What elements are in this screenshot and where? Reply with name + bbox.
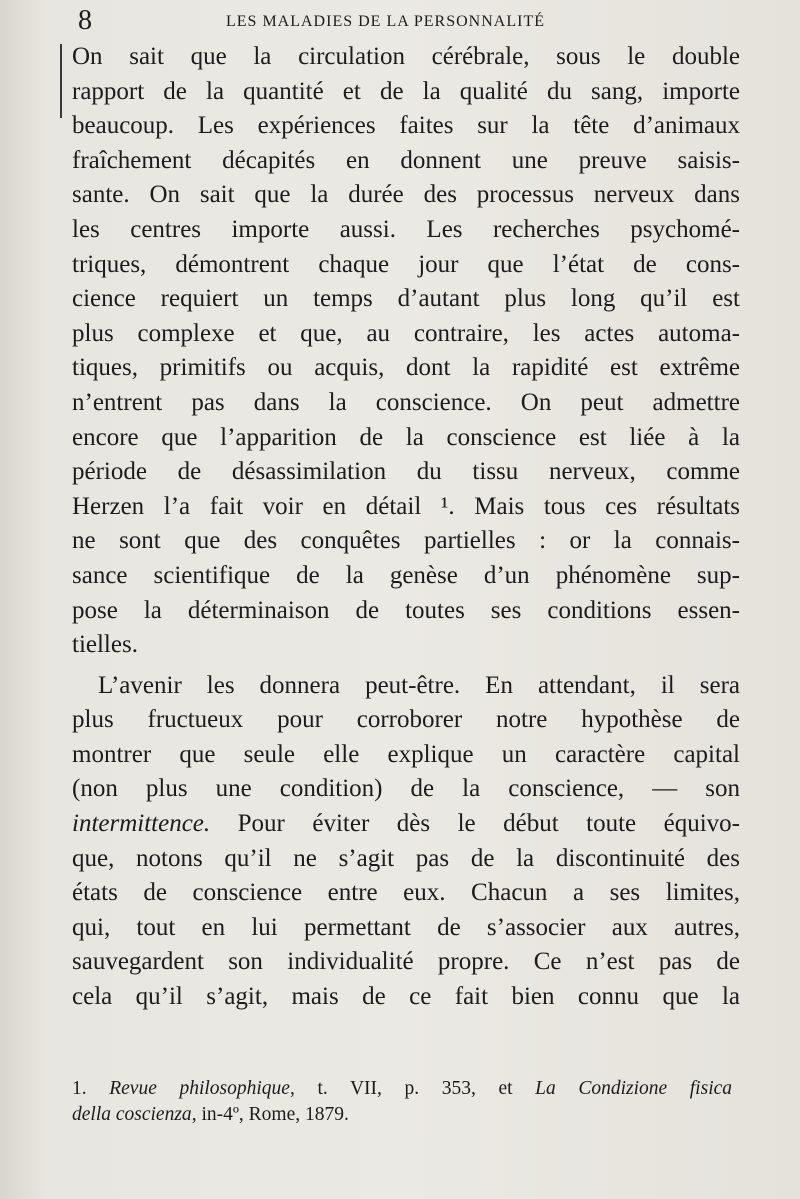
text-line: ne sont que des conquêtes partielles : or la connais- <box>72 527 740 555</box>
text-line: tielles. <box>72 631 138 659</box>
footnote-work-title-cont: della coscienza <box>72 1104 192 1125</box>
text-line: fraîchement décapités en donnent une preuve saisis- <box>72 146 740 174</box>
text-line: sance scientifique de la genèse d’un phénomène sup- <box>72 561 740 589</box>
footnote-reference: , t. VII, p. 353, et <box>289 1078 536 1099</box>
footnote-details: , in-4º, Rome, 1879. <box>191 1104 349 1125</box>
text-line: n’entrent pas dans la conscience. On peut admettre <box>72 388 740 416</box>
footnote <box>72 1076 732 1128</box>
text-line: que, notons qu’il ne s’agit pas de la discontinuité des <box>72 844 740 872</box>
emphasized-word: intermittence. <box>72 810 211 838</box>
text-line: tiques, primitifs ou acquis, dont la rapidité est extrême <box>72 354 740 382</box>
text-line: les centres importe aussi. Les recherches psychomé- <box>72 215 740 243</box>
text-line: sante. On sait que la durée des processus nerveux dans <box>72 181 740 209</box>
footnote-line <box>72 1102 732 1128</box>
text-line: qui, tout en lui permettant de s’associer aux autres, <box>72 913 740 941</box>
text-line: encore que l’apparition de la conscience est liée à la <box>72 423 740 451</box>
text-line: L’avenir les donnera peut-être. En attendant, il sera <box>98 671 740 699</box>
text-line: triques, démontrent chaque jour que l’état de cons- <box>72 250 740 278</box>
text-line: plus fructueux pour corroborer notre hypothèse de <box>72 706 740 734</box>
text-run: Pour éviter dès le début toute équivo- <box>210 810 740 838</box>
text-line: On sait que la circulation cérébrale, sous le double <box>72 43 740 70</box>
text-line: période de désassimilation du tissu nerveux, comme <box>72 458 740 486</box>
footnote-work-title: La Condizione fisica <box>535 1078 733 1099</box>
paragraph-1 <box>72 40 740 663</box>
text-line <box>72 807 740 842</box>
margin-mark <box>60 44 62 118</box>
footnote-journal: Revue philosophique <box>109 1078 290 1099</box>
text-line: plus complexe et que, au contraire, les actes automa- <box>72 319 740 347</box>
text-line: états de conscience entre eux. Chacun a ses limites, <box>72 879 740 907</box>
footnote-line <box>72 1076 732 1102</box>
text-line: (non plus une condition) de la conscience, — son <box>72 775 740 803</box>
text-line: montrer que seule elle explique un caractère capital <box>72 740 740 768</box>
text-line: rapport de la quantité et de la qualité du sang, importe <box>72 77 740 105</box>
page-number: 8 <box>78 5 92 36</box>
text-line: cience requiert un temps d’autant plus long qu’il est <box>72 285 740 313</box>
text-line: cela qu’il s’agit, mais de ce fait bien connu que la <box>72 983 740 1011</box>
text-line: sauvegardent son individualité propre. Ce n’est pas de <box>72 948 740 976</box>
footnote-marker: 1. <box>72 1078 110 1099</box>
text-line: Herzen l’a fait voir en détail ¹. Mais tous ces résultats <box>72 492 740 520</box>
page-header <box>78 6 738 36</box>
paragraph-2 <box>72 669 740 1015</box>
body-text <box>72 40 740 1015</box>
running-head: LES MALADIES DE LA PERSONNALITÉ <box>226 13 545 30</box>
text-line: pose la déterminaison de toutes ses conditions essen- <box>72 596 740 624</box>
text-line: beaucoup. Les expériences faites sur la tête d’animaux <box>72 112 740 140</box>
